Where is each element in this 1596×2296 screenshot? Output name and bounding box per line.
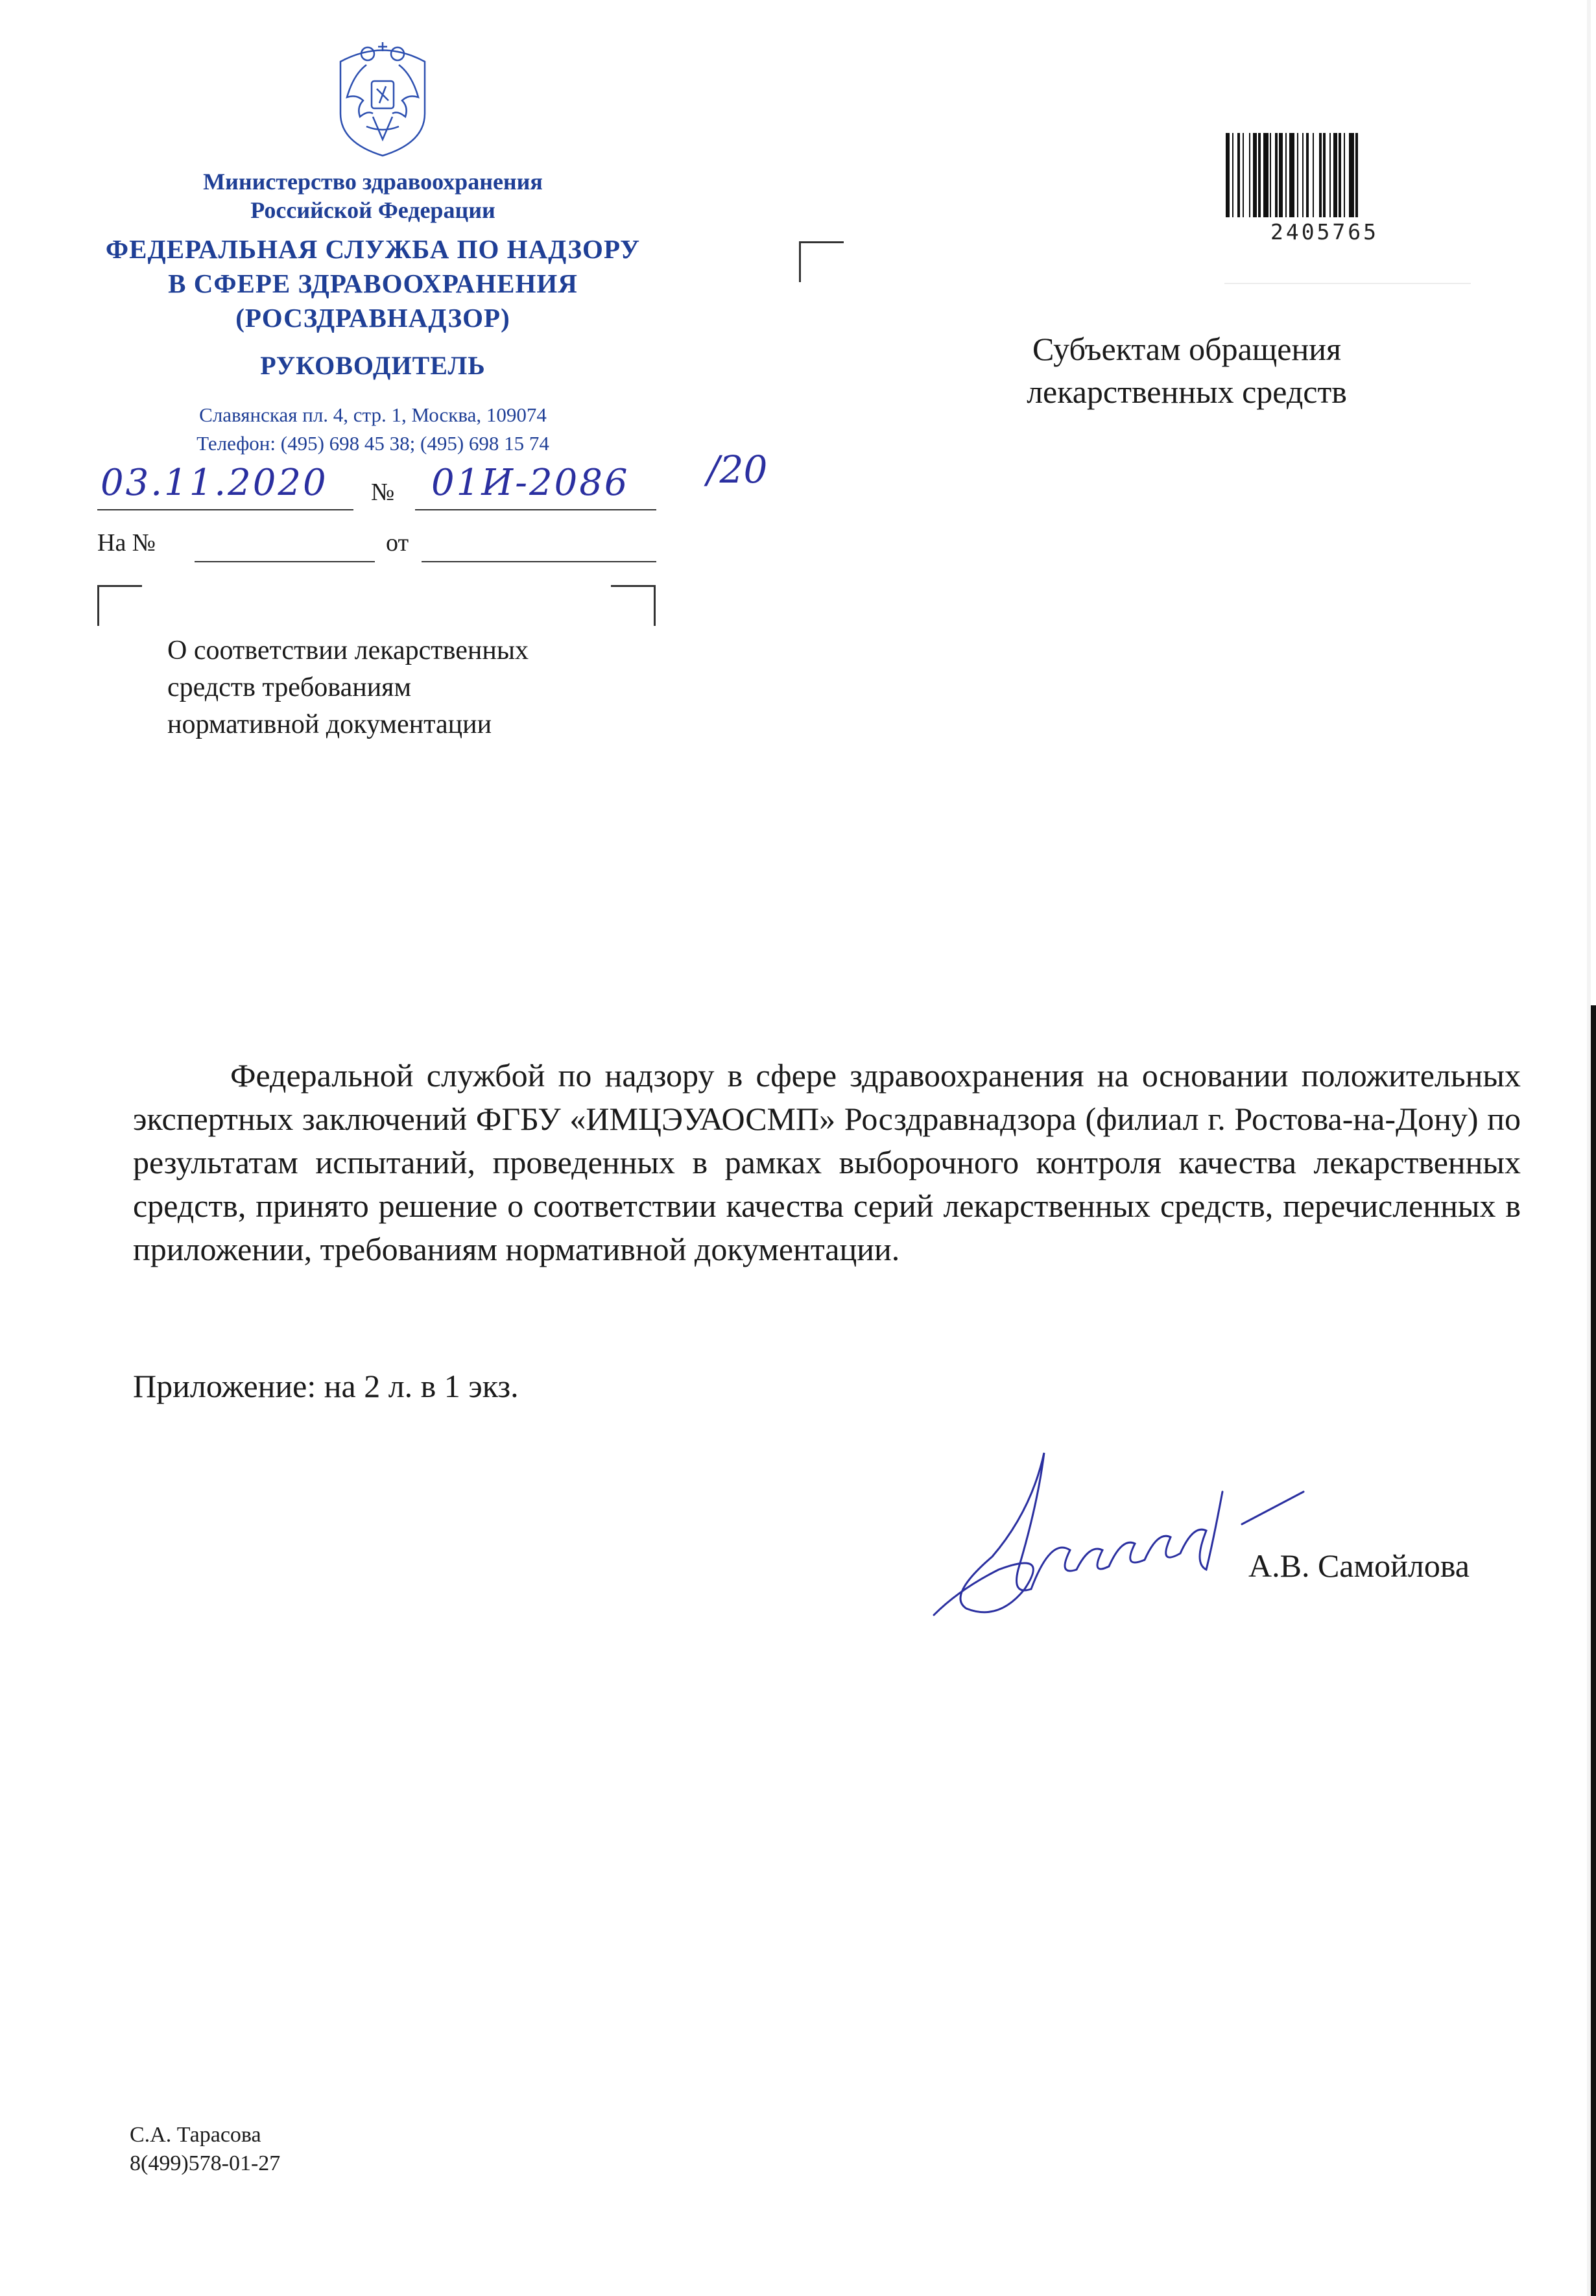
- registration-number-suffix: /20: [707, 448, 768, 492]
- scan-edge: [1591, 1005, 1596, 2296]
- reply-to-label: На №: [97, 529, 156, 556]
- registration-number: 01И-2086: [431, 462, 630, 504]
- barcode-number: 2405765: [1270, 219, 1379, 245]
- subject-line-2: средств требованиям: [167, 673, 412, 702]
- from-field: [422, 561, 656, 562]
- head-title: РУКОВОДИТЕЛЬ: [260, 351, 486, 380]
- barcode-icon: [1226, 133, 1423, 217]
- executor-phone: 8(499)578-01-27: [130, 2151, 281, 2175]
- executor-block: [130, 2121, 280, 2178]
- service-name: [91, 232, 655, 335]
- registration-date: 03.11.2020: [101, 462, 328, 504]
- contact-block: [91, 401, 655, 458]
- attachment-note: Приложение: на 2 л. в 1 экз.: [133, 1368, 519, 1404]
- subject-corner-left: [97, 585, 142, 626]
- from-label: от: [386, 529, 409, 556]
- signer-name: А.В. Самойлова: [1248, 1548, 1470, 1584]
- coat-of-arms-icon: [328, 36, 438, 159]
- letter-body: [133, 1054, 1521, 1271]
- number-label: №: [371, 479, 395, 506]
- addressee-line-1: Субъектам обращения: [1032, 331, 1341, 367]
- subject-line-1: О соответствии лекарственных: [167, 636, 529, 665]
- service-line-1: ФЕДЕРАЛЬНАЯ СЛУЖБА ПО НАДЗОРУ: [105, 234, 641, 264]
- addressee-block: [895, 328, 1479, 413]
- service-line-2: В СФЕРЕ ЗДРАВООХРАНЕНИЯ: [168, 269, 578, 298]
- address: Славянская пл. 4, стр. 1, Москва, 109074: [199, 403, 547, 426]
- barcode-rule: [1224, 283, 1471, 284]
- subject-corner-right: [611, 585, 656, 626]
- ministry-name: [91, 167, 655, 224]
- executor-name: С.А. Тарасова: [130, 2123, 261, 2147]
- addressee-corner: [799, 241, 844, 282]
- date-underline: [97, 509, 353, 510]
- number-underline: [415, 509, 656, 510]
- service-line-3: (РОСЗДРАВНАДЗОР): [235, 303, 510, 333]
- ministry-line-2: Российской Федерации: [250, 197, 495, 223]
- ministry-line-1: Министерство здравоохранения: [203, 169, 543, 195]
- reply-to-field: [195, 561, 375, 562]
- phone: Телефон: (495) 698 45 38; (495) 698 15 74: [197, 432, 549, 455]
- handwritten-signature: [921, 1440, 1336, 1634]
- body-paragraph: Федеральной службой по надзору в сфере здравоохранения на основании положительных экспертных заключений ФГБУ «ИМЦЭУАОСМП» Росздравнадзора (филиал г. Ростова-на-Дону) по результатам испытаний, проведенных в рамках выборочного контроля качества лекарственных средств, принято решение о соответствии качества серий лекарственных средств, перечисленных в приложении, требованиям нормативной документации.: [133, 1057, 1521, 1267]
- subject-block: [167, 632, 529, 743]
- addressee-line-2: лекарственных средств: [1027, 374, 1347, 410]
- subject-line-3: нормативной документации: [167, 710, 492, 739]
